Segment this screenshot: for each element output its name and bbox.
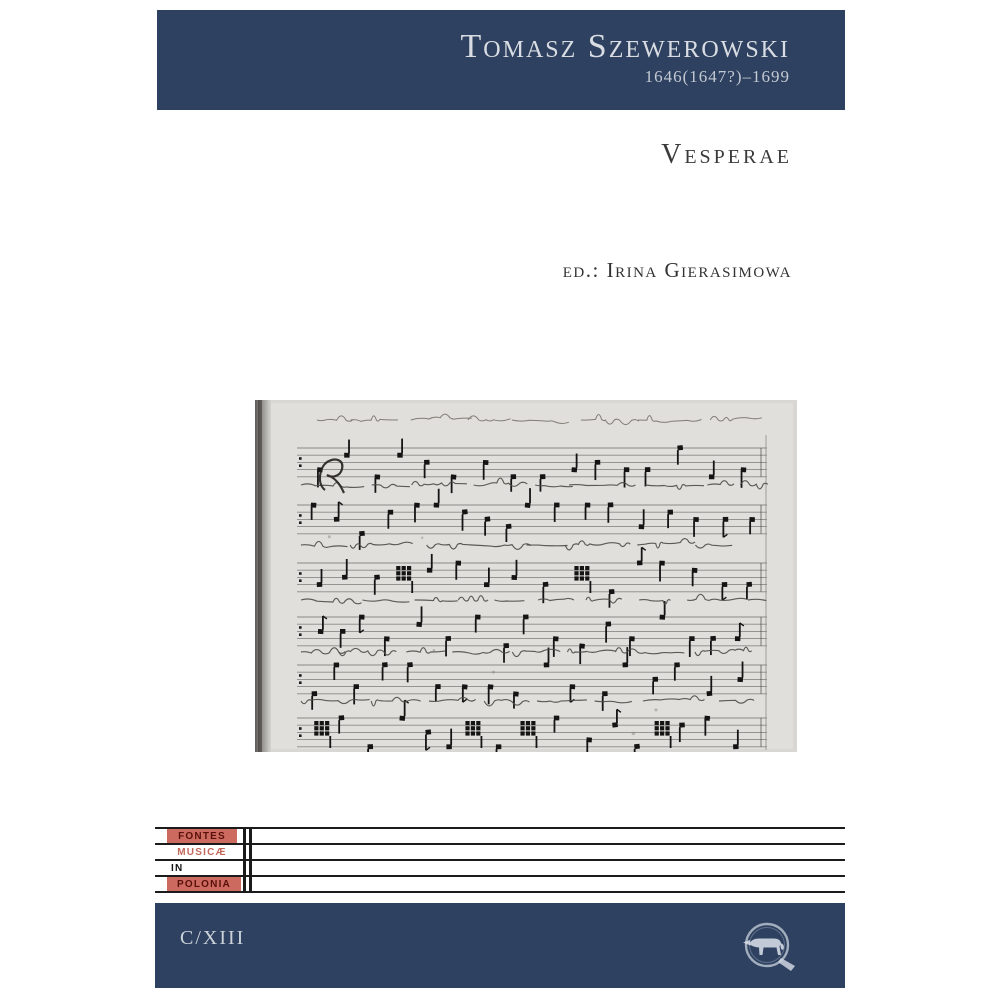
top-title-band [157,10,845,110]
bottom-band [155,903,845,988]
fontes-musicae-in-polonia-logo [155,827,845,895]
logo-word-fontes: FONTES [167,829,237,843]
staff-line [155,827,845,829]
logo-word-polonia: POLONIA [167,877,241,891]
wolf-in-circle-icon [735,917,805,982]
composer-name: Tomasz Szewerowski [460,28,790,65]
logo-word-musicae: MUSICÆ [167,845,237,859]
double-barline [249,827,252,893]
staff-line [155,875,845,877]
logo-word-in: IN [167,861,241,875]
work-title: Vesperae [661,139,792,170]
staff-line [155,891,845,893]
composer-dates: 1646(1647?)–1699 [644,67,790,87]
editor-line: ed.: Irina Gierasimowa [562,258,792,282]
staff-line [155,843,845,845]
staff-line [155,859,845,861]
manuscript-scan-image [255,400,797,752]
series-number: C/XIII [180,927,246,949]
double-barline [243,827,246,893]
